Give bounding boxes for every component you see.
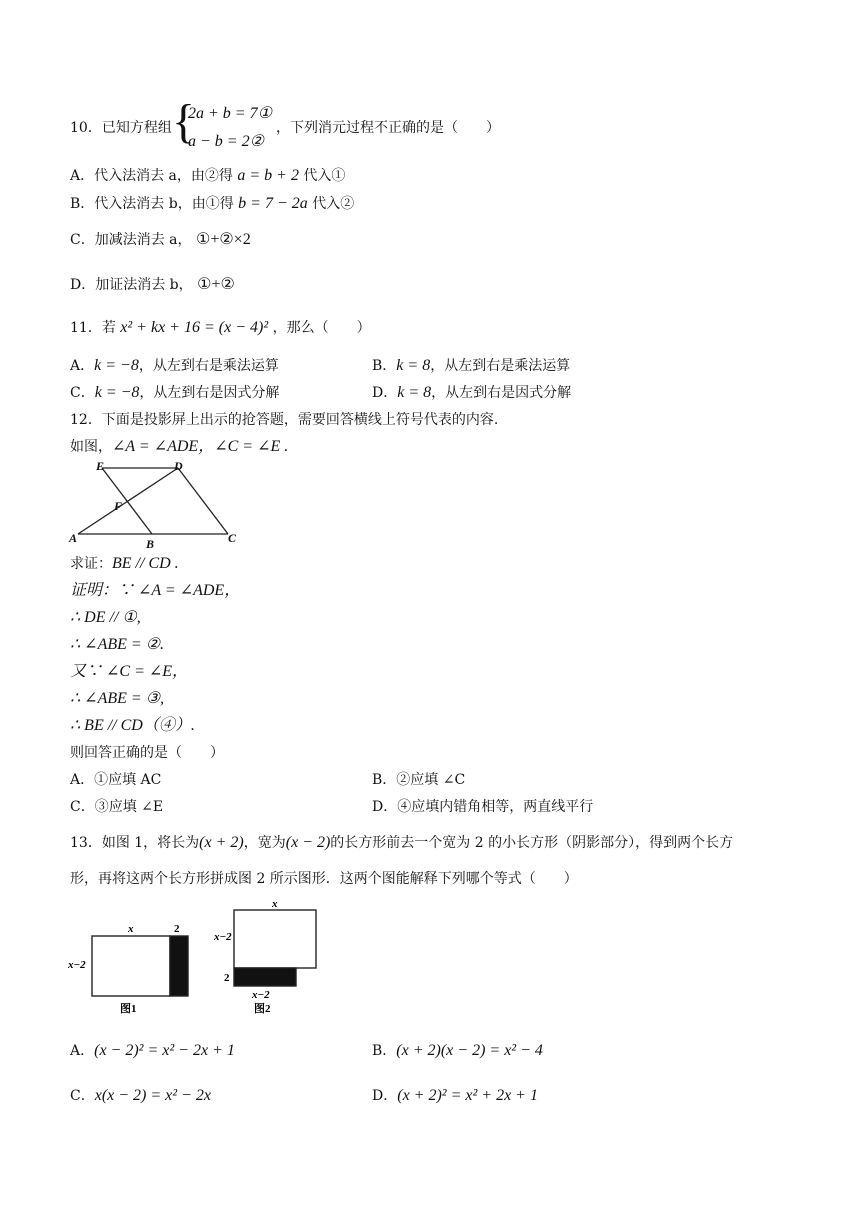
- label-F: F: [114, 499, 123, 513]
- fig1-top-label: x: [128, 923, 134, 935]
- system-brace: {: [172, 95, 196, 148]
- label-C: C: [228, 531, 237, 545]
- label-D: D: [174, 460, 183, 473]
- fig2-top-label: x: [272, 898, 278, 910]
- fig2-left-label: x−2: [214, 931, 232, 943]
- q10-option-a[interactable]: A．代入法消去 a，由②得 a = b + 2 代入①: [70, 167, 346, 184]
- q10-suffix: ，下列消元过程不正确的是（ ）: [276, 120, 500, 136]
- q12-option-a[interactable]: A．①应填 AC: [70, 772, 162, 788]
- q13-figure-1: [66, 920, 196, 1020]
- q10-equation-2: a − b = 2②: [188, 133, 264, 150]
- label-A: A: [69, 531, 78, 545]
- proof-line-4: 又∵ ∠C = ∠E，: [70, 663, 189, 680]
- proof-line-6: ∴ BE // CD（④）.: [70, 717, 195, 734]
- q11-option-d[interactable]: D．k = 8，从左到右是因式分解: [372, 384, 572, 401]
- fig2-small-label: 2: [224, 972, 230, 984]
- fig2-caption: 图2: [254, 1003, 271, 1015]
- q13-option-a[interactable]: A．(x − 2)² = x² − 2x + 1: [70, 1042, 235, 1059]
- q12-option-b[interactable]: B．②应填 ∠C: [372, 772, 466, 788]
- q13-option-b[interactable]: B．(x + 2)(x − 2) = x² − 4: [372, 1042, 543, 1059]
- label-B: B: [146, 537, 155, 550]
- q13-stem-line-1: 13．如图 1，将长为(x + 2)，宽为(x − 2)的长方形前去一个宽为 2 的小长方形（阴影部分），得到两个长方: [70, 834, 734, 851]
- q11-stem: 11．若 x² + kx + 16 = (x − 4)² ，那么（ ）: [70, 319, 371, 336]
- q10-option-c[interactable]: C．加减法消去 a， ①+②×2: [70, 231, 251, 248]
- fig1-right-label: 2: [174, 923, 180, 935]
- q11-option-c[interactable]: C．k = −8，从左到右是因式分解: [70, 384, 280, 401]
- q12-geometry-figure: [66, 460, 246, 550]
- q10-prefix: 10．已知方程组: [70, 120, 172, 136]
- q12-prove: 求证：BE // CD .: [70, 555, 179, 572]
- q13-stem-line-2: 形，再将这两个长方形拼成图 2 所示图形．这两个图能解释下列哪个等式（ ）: [70, 871, 578, 887]
- q12-question: 则回答正确的是（ ）: [70, 745, 224, 761]
- proof-line-3: ∴ ∠ABE = ②.: [70, 636, 165, 653]
- proof-line-1: 证明：∵ ∠A = ∠ADE，: [70, 582, 241, 599]
- q10-option-b[interactable]: B．代入法消去 b，由①得 b = 7 − 2a 代入②: [70, 195, 355, 212]
- q10-option-d[interactable]: D．加证法消去 b， ①+②: [70, 276, 235, 293]
- q13-option-c[interactable]: C．x(x − 2) = x² − 2x: [70, 1087, 211, 1104]
- q12-option-d[interactable]: D．④应填内错角相等，两直线平行: [372, 799, 594, 815]
- label-E: E: [96, 460, 105, 473]
- q13-option-d[interactable]: D．(x + 2)² = x² + 2x + 1: [372, 1087, 538, 1104]
- fig1-left-label: x−2: [68, 959, 86, 971]
- q12-option-c[interactable]: C．③应填 ∠E: [70, 799, 164, 815]
- q10-equation-1: 2a + b = 7①: [188, 105, 272, 122]
- fig1-caption: 图1: [120, 1003, 137, 1015]
- q12-given: 如图，∠A = ∠ADE，∠C = ∠E .: [70, 438, 289, 455]
- proof-line-2: ∴ DE // ①,: [70, 609, 141, 626]
- q13-figure-2: [212, 898, 322, 1018]
- q11-option-a[interactable]: A．k = −8，从左到右是乘法运算: [70, 357, 279, 374]
- q12-intro: 12．下面是投影屏上出示的抢答题，需要回答横线上符号代表的内容.: [70, 412, 499, 428]
- fig2-bottom-label: x−2: [252, 989, 270, 1001]
- q11-option-b[interactable]: B．k = 8，从左到右是乘法运算: [372, 357, 571, 374]
- proof-line-5: ∴ ∠ABE = ③,: [70, 690, 165, 707]
